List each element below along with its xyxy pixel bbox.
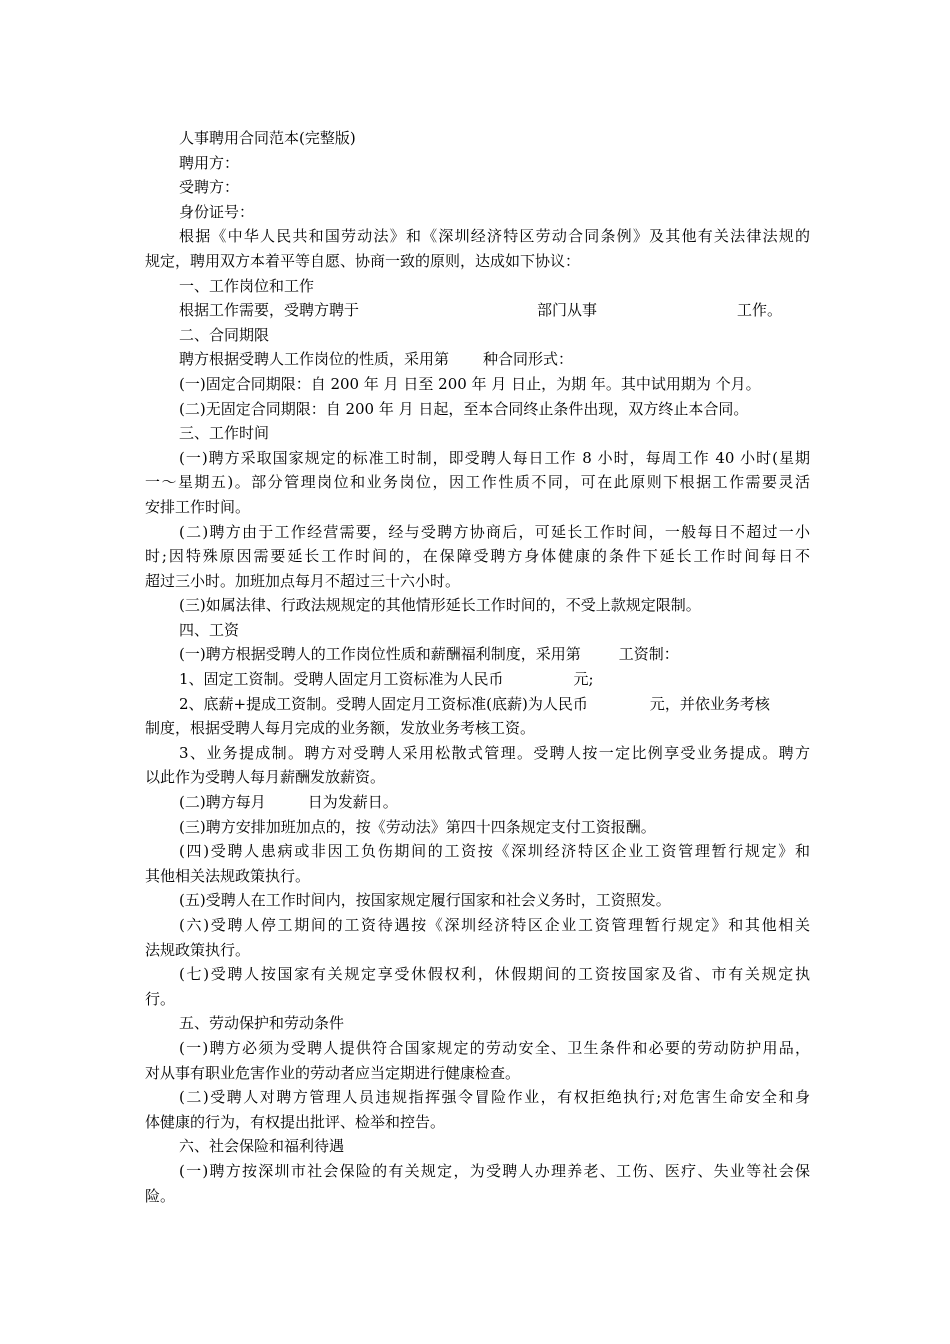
clause-text: 部门从事 [537,301,598,320]
clause-text: 工作。 [737,301,783,320]
clause-line: 制度，根据受聘人每月完成的业务额，发放业务考核工资。 [145,719,536,738]
clause-text: (二)聘方每月 [179,793,266,812]
clause-text: 日为发薪日。 [307,793,398,812]
section-heading: 五、劳动保护和劳动条件 [179,1014,345,1033]
clause-line: 法规政策执行。 [145,940,251,959]
clause-line [145,667,810,692]
preamble-line: 根据《中华人民共和国劳动法》和《深圳经济特区劳动合同条例》及其他有关法律法规的 [179,227,810,246]
section-heading: 三、工作时间 [179,424,270,443]
section-heading: 六、社会保险和福利待遇 [179,1137,345,1156]
clause-line: (四)受聘人患病或非因工负伤期间的工资按《深圳经济特区企业工资管理暂行规定》和 [179,842,810,861]
clause-line [145,298,810,323]
clause-line: 超过三小时。加班加点每月不超过三十六小时。 [145,571,461,590]
section-heading: 一、工作岗位和工作 [179,276,315,295]
clause-line: (三)如属法律、行政法规规定的其他情形延长工作时间的，不受上款规定限制。 [179,596,701,615]
employee-field: 受聘方： [179,178,240,197]
preamble-line: 规定，聘用双方本着平等自愿、协商一致的原则，达成如下协议： [145,251,581,270]
clause-line: 一～星期五)。部分管理岗位和业务岗位，因工作性质不同，可在此原则下根据工作需要灵活 [145,473,810,492]
clause-line: 3、业务提成制。聘方对受聘人采用松散式管理。受聘人按一定比例享受业务提成。聘方 [179,743,810,762]
id-number-field: 身份证号： [179,202,255,221]
clause-text: 元，并依业务考核 [649,694,770,713]
clause-text: 种合同形式： [483,350,574,369]
clause-line: 险。 [145,1186,176,1205]
clause-text: 聘方根据受聘人工作岗位的性质，采用第 [179,350,450,369]
clause-text: 元; [573,670,594,689]
clause-line: 行。 [145,989,176,1008]
document-title: 人事聘用合同范本(完整版) [179,129,356,147]
clause-line: (三)聘方安排加班加点的，按《劳动法》第四十四条规定支付工资报酬。 [179,817,656,836]
clause-line: (一)聘方按深圳市社会保险的有关规定，为受聘人办理养老、工伤、医疗、失业等社会保 [179,1161,810,1180]
clause-line: (二)受聘人对聘方管理人员违规指挥强令冒险作业，有权拒绝执行;对危害生命安全和身 [179,1088,810,1107]
clause-text: 2、底薪+提成工资制。受聘人固定月工资标准(底薪)为人民币 [179,694,588,713]
clause-line: 时;因特殊原因需要延长工作时间的，在保障受聘方身体健康的条件下延长工作时间每日不 [145,547,810,566]
clause-line: 体健康的行为，有权提出批评、检举和控告。 [145,1112,446,1131]
clause-line [145,642,810,667]
clause-line: (五)受聘人在工作时间内，按国家规定履行国家和社会义务时，工资照发。 [179,891,671,910]
section-heading: 四、工资 [179,620,240,639]
clause-line: 其他相关法规政策执行。 [145,866,311,885]
clause-line: (一)固定合同期限：自 200 年 月 日至 200 年 月 日止，为期 年。其中试用期为 个月。 [179,374,761,393]
clause-text: 1、固定工资制。受聘人固定月工资标准为人民币 [179,670,504,689]
clause-text: 根据工作需要，受聘方聘于 [179,301,360,320]
clause-line [145,347,810,372]
clause-line: (二)无固定合同期限：自 200 年 月 日起，至本合同终止条件出现，双方终止本合同。 [179,399,749,418]
clause-text: (一)聘方根据受聘人的工作岗位性质和薪酬福利制度，采用第 [179,645,581,664]
clause-line: 对从事有职业危害作业的劳动者应当定期进行健康检查。 [145,1063,521,1082]
clause-line: (二)聘方由于工作经营需要，经与受聘方协商后，可延长工作时间，一般每日不超过一小 [179,522,810,541]
clause-line: 以此作为受聘人每月薪酬发放薪资。 [145,768,386,787]
employer-field: 聘用方： [179,153,240,172]
clause-line: (一)聘方必须为受聘人提供符合国家规定的劳动安全、卫生条件和必要的劳动防护用品， [179,1038,810,1057]
clause-line: (六)受聘人停工期间的工资待遇按《深圳经济特区企业工资管理暂行规定》和其他相关 [179,916,810,934]
section-heading: 二、合同期限 [179,325,270,344]
clause-text: 工资制： [618,645,679,664]
clause-line [145,692,810,717]
clause-line: (一)聘方采取国家规定的标准工时制，即受聘人每日工作 8 小时，每周工作 40 小时(星期 [179,448,810,467]
clause-line: (七)受聘人按国家有关规定享受休假权利，休假期间的工资按国家及省、市有关规定执 [179,965,810,984]
clause-line [145,790,810,815]
clause-line: 安排工作时间。 [145,497,251,516]
